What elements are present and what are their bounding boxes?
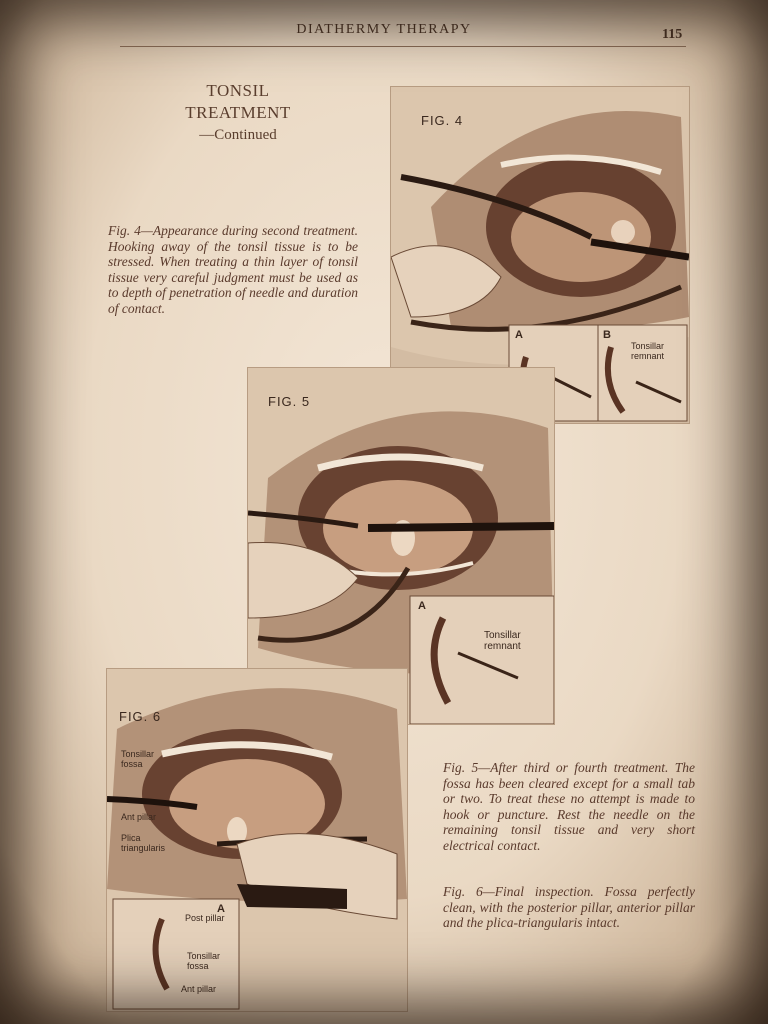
header-rule [120,46,686,47]
figure-4-label: FIG. 4 [421,113,464,128]
section-title-line2: TREATMENT [185,103,291,122]
figure-4-inset-b-letter: B [603,329,611,341]
figure-5-tonsillar-remnant-label: Tonsillar remnant [484,630,521,652]
figure-6-inset-a-letter: A [217,903,225,915]
figure-6-inset-tonsillar-fossa-label: Tonsillar fossa [187,951,221,971]
figure-4-tonsillar-remnant-label: Tonsillar remnant [631,341,665,361]
section-title [150,80,326,146]
caption-fig5: Fig. 5—After third or fourth treatment. The fossa has been cleared except for a small tab or two. To treat these no attempt is made to hook or puncture. Rest the needle on the remaining tonsil tissue and very short electrical contact. [443,760,695,853]
figure-5-label: FIG. 5 [268,394,311,409]
caption-fig6: Fig. 6—Final inspection. Fossa perfectly clean, with the posterior pillar, anterior pillar and the plica-triangularis intact. [443,884,695,930]
figure-6-plica-label: Plica triangularis [121,833,166,853]
caption-fig4: Fig. 4—Appearance during second treatment. Hooking away of the tonsil tissue is to be stressed. When treating a thin layer of tonsil tissue very careful judgment must be used as to depth of penetration of needle and duration of contact. [108,223,358,316]
figure-6-tonsillar-fossa-label: Tonsillar fossa [121,749,155,769]
figure-6-inset-ant-pillar-label: Ant pillar [181,984,217,994]
figure-4-inset-a-letter: A [515,329,523,341]
page-number: 115 [662,27,683,42]
figure-6-inset-post-pillar-label: Post pillar [185,913,225,923]
figure-5-inset-a-letter: A [418,600,426,612]
figure-6-ant-pillar-label: Ant pillar [121,812,157,822]
running-title: DIATHERMY THERAPY [296,22,472,37]
figure-6-illustration [106,668,408,1012]
section-title-continued: —Continued [199,127,277,143]
figure-6-label: FIG. 6 [119,709,162,724]
section-title-line1: TONSIL [206,81,270,100]
